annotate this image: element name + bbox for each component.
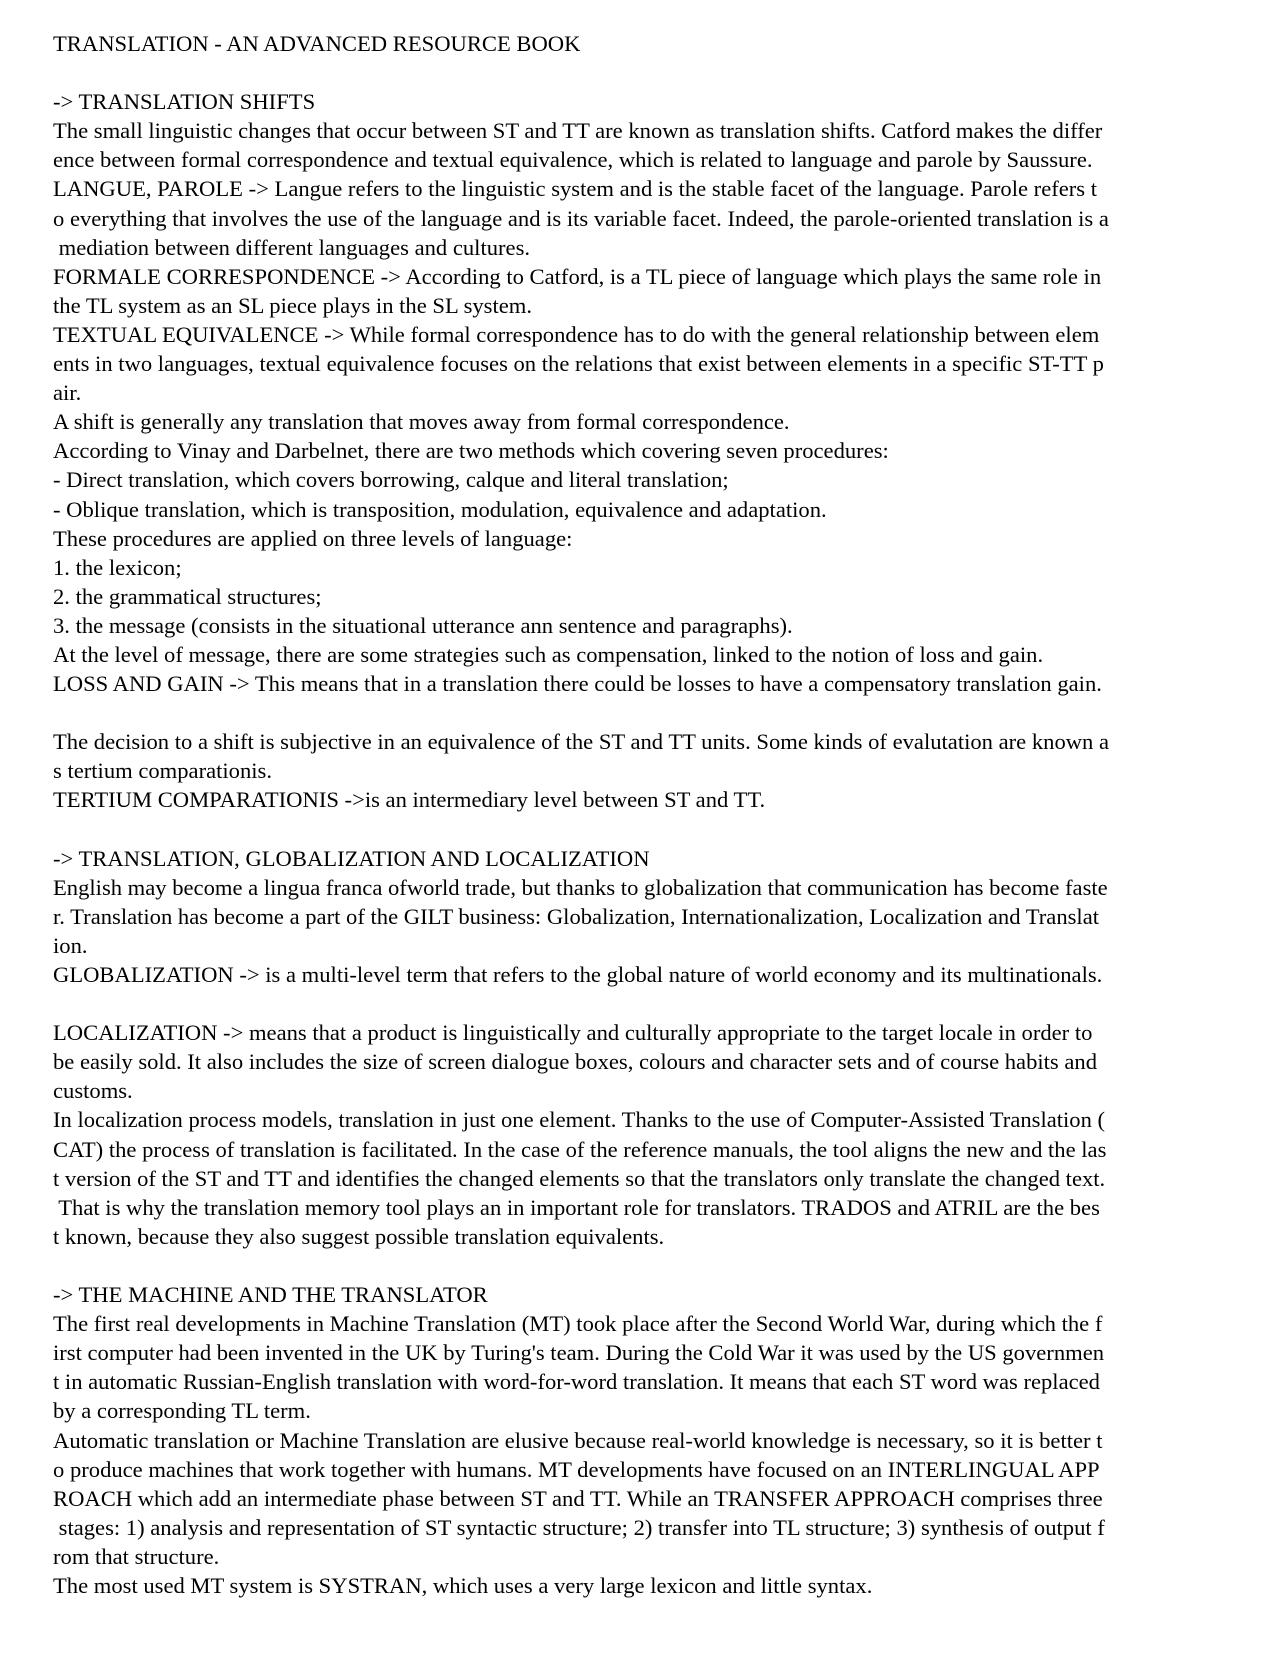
text-line: t known, because they also suggest possible translation equivalents. (53, 1223, 665, 1249)
text-line: LOCALIZATION -> means that a product is linguistically and culturally appropriate to the target locale in order to (53, 1020, 1093, 1046)
text-line: ion. (53, 932, 88, 958)
blank-line (53, 815, 1233, 844)
text-line: o everything that involves the use of the language and is its variable facet. Indeed, the parole-oriented translation is a (53, 205, 1109, 231)
text-line: The small linguistic changes that occur between ST and TT are known as translation shifts. Catford makes the differ (53, 118, 1103, 144)
section-heading-machine-translator: -> THE MACHINE AND THE TRANSLATOR (53, 1282, 488, 1308)
section-heading-translation-shifts: -> TRANSLATION SHIFTS (53, 89, 316, 115)
text-line: LOSS AND GAIN -> This means that in a translation there could be losses to have a compensatory translation gain. (53, 671, 1102, 697)
text-line: the TL system as an SL piece plays in the SL system. (53, 292, 532, 318)
text-line: TEXTUAL EQUIVALENCE -> While formal correspondence has to do with the general relationship between elem (53, 321, 1100, 347)
text-line: The first real developments in Machine Translation (MT) took place after the Second World War, during which the f (53, 1311, 1103, 1337)
text-line: That is why the translation memory tool plays an in important role for translators. TRADOS and ATRIL are the bes (53, 1194, 1100, 1220)
list-item: 1. the lexicon; (53, 554, 182, 580)
text-line: air. (53, 380, 82, 406)
text-line: The decision to a shift is subjective in an equivalence of the ST and TT units. Some kinds of evalutation are known a (53, 729, 1110, 755)
text-line: These procedures are applied on three levels of language: (53, 525, 573, 551)
blank-line (53, 989, 1233, 1018)
list-item: - Oblique translation, which is transposition, modulation, equivalence and adaptation. (53, 496, 827, 522)
text-line: LANGUE, PAROLE -> Langue refers to the linguistic system and is the stable facet of the language. Parole refers t (53, 176, 1098, 202)
blank-line (53, 1251, 1233, 1280)
list-item: - Direct translation, which covers borrowing, calque and literal translation; (53, 467, 729, 493)
text-line: The most used MT system is SYSTRAN, which uses a very large lexicon and little syntax. (53, 1572, 873, 1598)
text-line: r. Translation has become a part of the GILT business: Globalization, Internationalization, Localization and Translat (53, 903, 1099, 929)
text-line: According to Vinay and Darbelnet, there are two methods which covering seven procedures: (53, 438, 889, 464)
text-line: irst computer had been invented in the UK by Turing's team. During the Cold War it was used by the US governmen (53, 1340, 1105, 1366)
text-line: ence between formal correspondence and textual equivalence, which is related to language and parole by Saussure. (53, 147, 1093, 173)
text-line: rom that structure. (53, 1543, 220, 1569)
list-item: 2. the grammatical structures; (53, 583, 322, 609)
text-line: by a corresponding TL term. (53, 1398, 311, 1424)
text-line: ents in two languages, textual equivalence focuses on the relations that exist between elements in a specific ST-TT p (53, 351, 1104, 377)
text-line: CAT) the process of translation is facilitated. In the case of the reference manuals, the tool aligns the new and the las (53, 1136, 1107, 1162)
text-line: TERTIUM COMPARATIONIS ->is an intermediary level between ST and TT. (53, 787, 766, 813)
document-page (53, 29, 1233, 1600)
text-line: customs. (53, 1078, 133, 1104)
text-line: At the level of message, there are some strategies such as compensation, linked to the notion of loss and gain. (53, 641, 1044, 667)
section-heading-globalization-localization: -> TRANSLATION, GLOBALIZATION AND LOCALIZATION (53, 845, 650, 871)
text-line: be easily sold. It also includes the size of screen dialogue boxes, colours and character sets and of course habits and (53, 1049, 1097, 1075)
text-line: t version of the ST and TT and identifies the changed elements so that the translators only translate the changed text. (53, 1165, 1106, 1191)
text-line: GLOBALIZATION -> is a multi-level term that refers to the global nature of world economy and its multinationals. (53, 962, 1103, 987)
blank-line (53, 698, 1233, 727)
text-line: A shift is generally any translation that moves away from formal correspondence. (53, 409, 790, 435)
text-line: English may become a lingua franca ofworld trade, but thanks to globalization that communication has become faste (53, 874, 1108, 900)
text-line: t in automatic Russian-English translation with word-for-word translation. It means that each ST word was replaced (53, 1369, 1100, 1395)
text-line: In localization process models, translation in just one element. Thanks to the use of Computer-Assisted Translation ( (53, 1107, 1106, 1133)
text-line: ROACH which add an intermediate phase between ST and TT. While an TRANSFER APPROACH comprises three (53, 1485, 1103, 1511)
blank-line (53, 58, 1233, 87)
text-line: s tertium comparationis. (53, 758, 272, 784)
list-item: 3. the message (consists in the situational utterance ann sentence and paragraphs). (53, 612, 793, 638)
document-title: TRANSLATION - AN ADVANCED RESOURCE BOOK (53, 31, 581, 56)
text-line: mediation between different languages and cultures. (53, 234, 531, 260)
text-line: FORMALE CORRESPONDENCE -> According to Catford, is a TL piece of language which plays the same role in (53, 263, 1102, 289)
text-line: stages: 1) analysis and representation of ST syntactic structure; 2) transfer into TL structure; 3) synthesis of output f (53, 1514, 1105, 1540)
text-line: o produce machines that work together with humans. MT developments have focused on an INTERLINGUAL APP (53, 1456, 1100, 1482)
text-line: Automatic translation or Machine Translation are elusive because real-world knowledge is necessary, so it is better t (53, 1427, 1103, 1453)
